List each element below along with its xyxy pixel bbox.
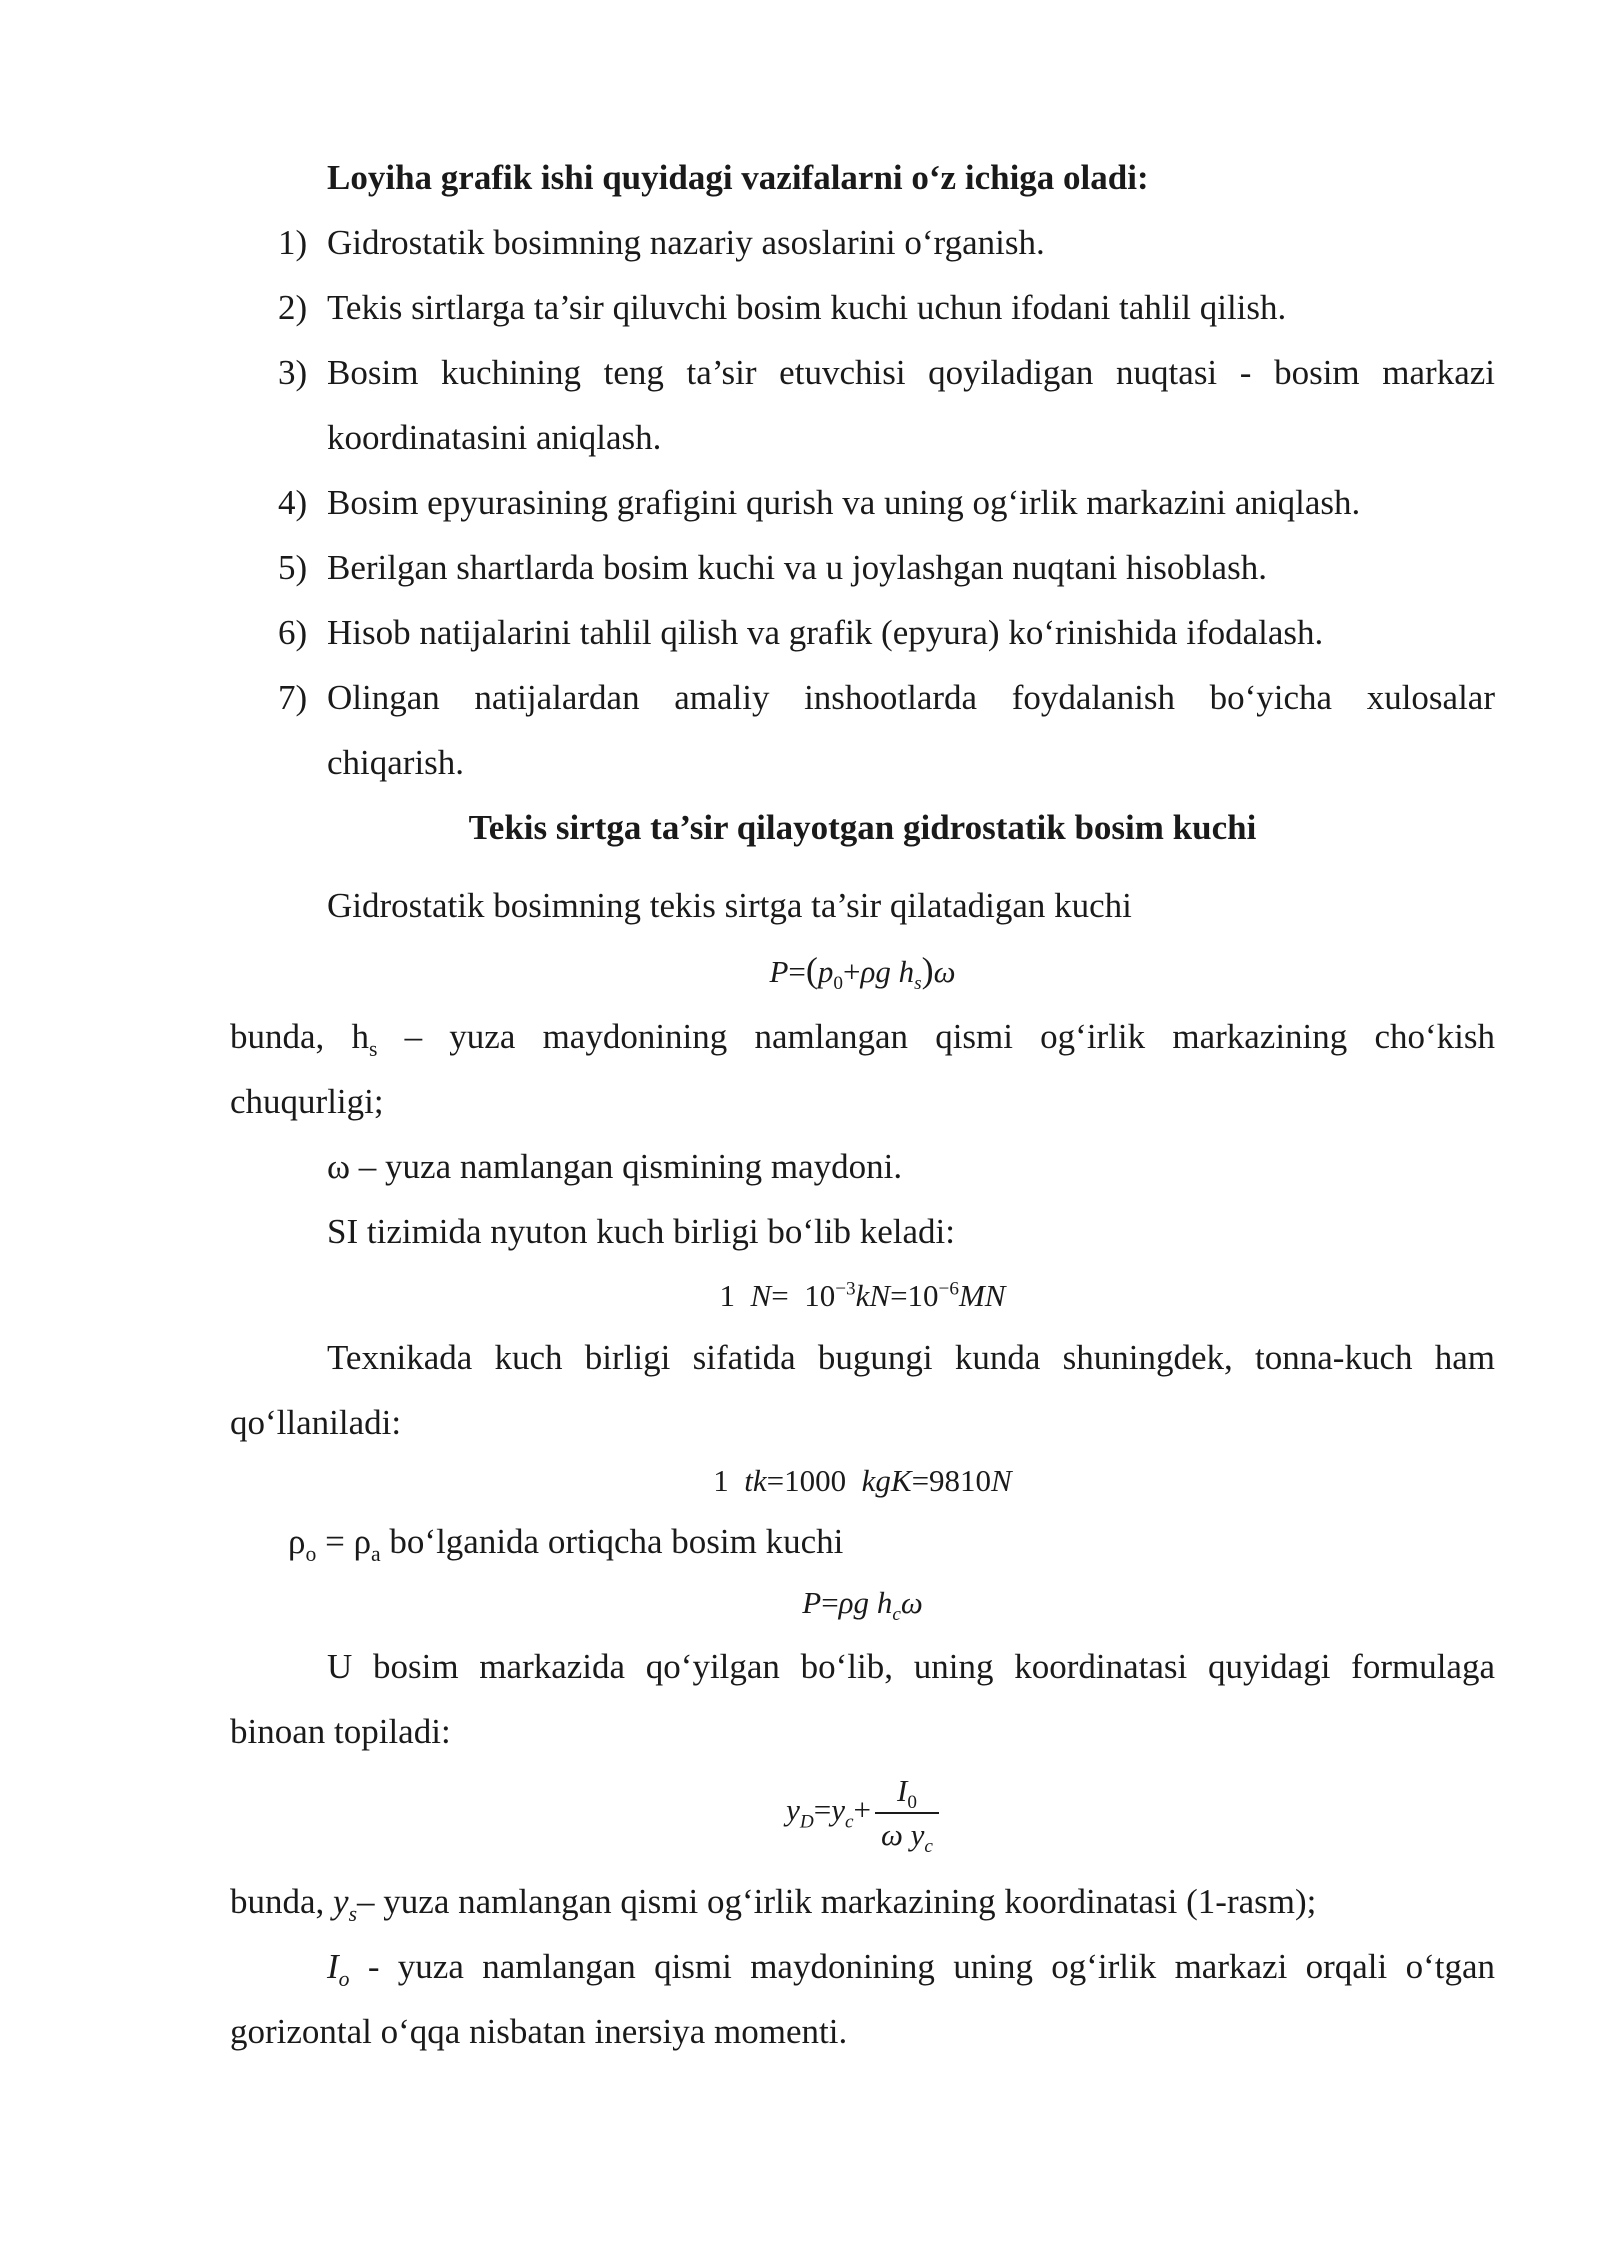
formula-excess-force: P=ρg $h_c\omega$ [802, 1585, 923, 1626]
definition-ys: bunda, $y_s-$ yuza namlangan qismi og‘irlik markazining koordinatasi (1-rasm); [230, 1882, 1317, 1926]
task-number: 2) [278, 288, 308, 327]
formula-tonna-kuch: 1 tk=1000 kgK=9810N [713, 1463, 1012, 1498]
formula-pressure-force: $P=(p_0+\rho g$ $h_s)\omega$ [769, 950, 956, 995]
task-number: 4) [278, 483, 308, 522]
task-text: Bosim epyurasining grafigini qurish va uning og‘irlik markazini aniqlash. [327, 483, 1361, 522]
formula-pressure-center: $y_D=y_c+$ $\frac{I_0}{\omega y_c}$ [230, 1772, 1495, 1854]
definition-io-continued: gorizontal o‘qqa nisbatan inersiya momenti. [230, 2012, 848, 2051]
definition-omega: ω – yuza namlangan qismining maydoni. [327, 1147, 903, 1186]
intro-heading: Loyiha grafik ishi quyidagi vazifalarni o‘z ichiga oladi: [327, 158, 1149, 197]
task-text: Gidrostatik bosimning nazariy asoslarini o‘rganish. [327, 223, 1045, 262]
paragraph-markaz-continued: binoan topiladi: [230, 1712, 451, 1751]
task-number: 6) [278, 613, 308, 652]
paragraph-texnika-continued: qo‘llaniladi: [230, 1403, 402, 1442]
paragraph: Gidrostatik bosimning tekis sirtga ta’sir qilatadigan kuchi [327, 886, 1132, 925]
paragraph-markaz: U bosim markazida qo‘yilgan bo‘lib, uning koordinatasi quyidagi formulaga [327, 1647, 1495, 1686]
section-heading: Tekis sirtga ta’sir qilayotgan gidrostatik bosim kuchi [468, 808, 1257, 847]
definition-io: $I_o$ - yuza namlangan qismi maydonining uning og‘irlik markazi orqali o‘tgan [327, 1947, 1495, 1991]
task-text: Bosim kuchining teng ta’sir etuvchisi qoyiladigan nuqtasi - bosim markazi [327, 353, 1495, 392]
task-text: Berilgan shartlarda bosim kuchi va u joylashgan nuqtani hisoblash. [327, 548, 1267, 587]
paragraph-si: SI tizimida nyuton kuch birligi bo‘lib keladi: [327, 1212, 955, 1251]
paragraph-texnika: Texnikada kuch birligi sifatida bugungi kunda shuningdek, tonna-kuch ham [327, 1338, 1495, 1377]
task-text: Hisob natijalarini tahlil qilish va grafik (epyura) ko‘rinishida ifodalash. [327, 613, 1324, 652]
formula-newton-units: 1 $N= 10^{-3}kN=10^{-6}MN$ [719, 1278, 1006, 1313]
task-number: 5) [278, 548, 308, 587]
task-text: Tekis sirtlarga ta’sir qiluvchi bosim kuchi uchun ifodani tahlil qilish. [327, 288, 1287, 327]
task-number: 3) [278, 353, 308, 392]
task-number: 7) [278, 678, 308, 717]
task-text: Olingan natijalardan amaliy inshootlarda foydalanish bo‘yicha xulosalar [327, 678, 1495, 717]
paragraph-rho: $\rho_o = \rho_a$ bo‘lganida ortiqcha bosim kuchi [288, 1522, 844, 1566]
task-text-continued: koordinatasini aniqlash. [327, 418, 662, 457]
definition-hs-continued: chuqurligi; [230, 1082, 384, 1121]
fraction: $\frac{I_0}{\omega y_c}$ [875, 1772, 939, 1854]
definition-hs: bunda, $h_s$ – yuza maydonining namlangan qismi og‘irlik markazining cho‘kish [230, 1017, 1495, 1061]
task-number: 1) [278, 223, 308, 262]
task-text-continued: chiqarish. [327, 743, 465, 782]
